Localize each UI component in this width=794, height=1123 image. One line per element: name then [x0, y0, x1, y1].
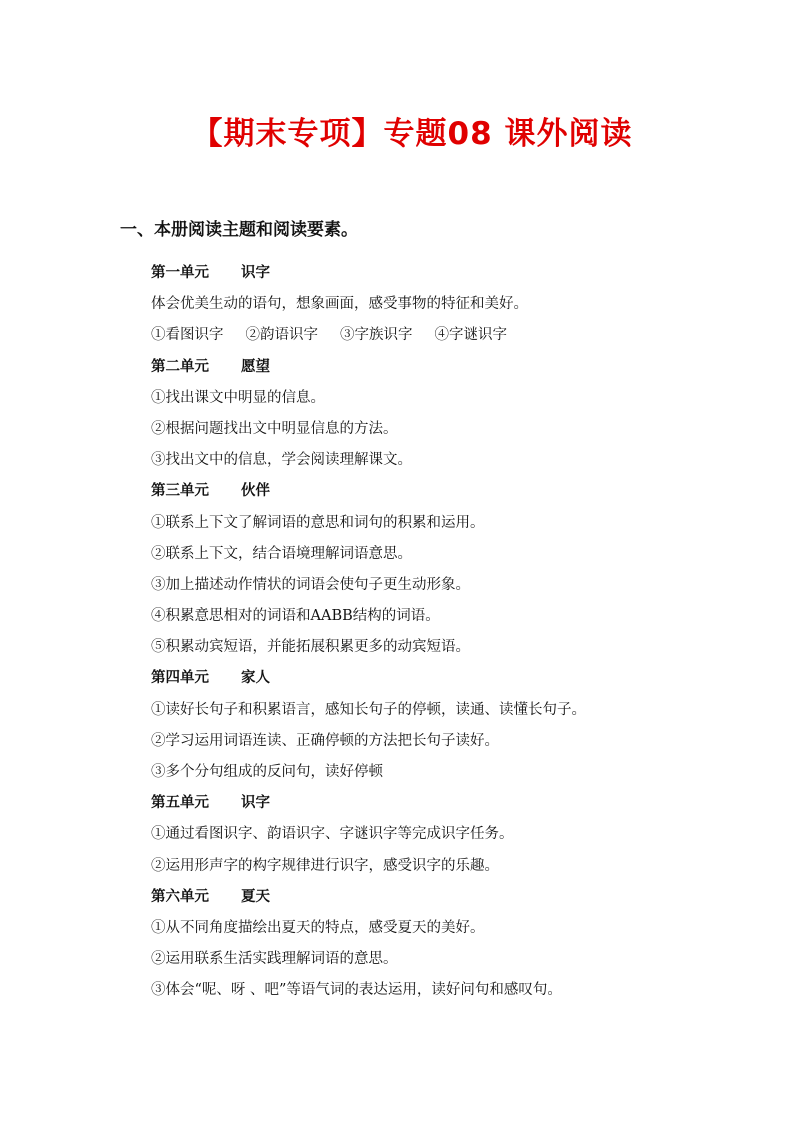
reading-element: ②学习运用词语连读、正确停顿的方法把长句子读好。	[151, 732, 499, 749]
unit-name: 第三单元	[151, 483, 209, 500]
reading-element: ③找出文中的信息，学会阅读理解课文。	[151, 452, 412, 469]
unit-heading	[151, 476, 711, 507]
reading-element: ②运用形声字的构字规律进行识字，感受识字的乐趣。	[151, 857, 499, 874]
section-heading: 一、本册阅读主题和阅读要素。	[120, 220, 358, 240]
unit-name: 第二单元	[151, 358, 209, 375]
unit-heading	[151, 352, 711, 383]
unit-heading	[151, 882, 711, 913]
unit-topic: 识字	[241, 795, 270, 812]
reading-element: 体会优美生动的语句，想象画面，感受事物的特征和美好。	[151, 296, 528, 313]
page-title: 【期末专项】专题08 课外阅读	[191, 116, 633, 152]
unit-list	[151, 258, 711, 1007]
unit-heading	[151, 258, 711, 289]
reading-element: ①从不同角度描绘出夏天的特点，感受夏天的美好。	[151, 919, 485, 936]
reading-element: ②运用联系生活实践理解词语的意思。	[151, 951, 398, 968]
reading-element: ⑤积累动宾短语，并能拓展积累更多的动宾短语。	[151, 639, 470, 656]
reading-element: ①找出课文中明显的信息。	[151, 389, 325, 406]
unit-topic: 识字	[241, 265, 270, 281]
reading-element: ①读好长句子和积累语言，感知长句子的停顿，读通、读懂长句子。	[151, 701, 586, 718]
unit-name: 第四单元	[151, 670, 209, 687]
unit-topic: 家人	[241, 670, 270, 687]
unit-topic: 伙伴	[241, 483, 270, 500]
unit-heading	[151, 788, 711, 819]
reading-element: ①联系上下文了解词语的意思和词句的积累和运用。	[151, 514, 485, 531]
reading-element: ④积累意思相对的词语和AABB结构的词语。	[151, 608, 440, 625]
literacy-method: ①看图识字	[151, 327, 224, 344]
unit-name: 第一单元	[151, 265, 209, 281]
reading-element: ③多个分句组成的反问句，读好停顿	[151, 764, 383, 780]
unit-name: 第六单元	[151, 888, 209, 905]
reading-element: ③加上描述动作情状的词语会使句子更生动形象。	[151, 576, 470, 593]
literacy-method: ②韵语识字	[245, 327, 318, 344]
reading-element: ②联系上下文，结合语境理解词语意思。	[151, 545, 412, 562]
unit-topic: 夏天	[241, 888, 270, 905]
reading-element: ①通过看图识字、韵语识字、字谜识字等完成识字任务。	[151, 826, 514, 843]
literacy-method: ④字谜识字	[434, 327, 507, 344]
reading-element: ②根据问题找出文中明显信息的方法。	[151, 420, 398, 437]
unit-name: 第五单元	[151, 795, 209, 812]
reading-element: ③体会“呢、呀 、吧”等语气词的表达运用，读好问句和感叹句。	[151, 982, 562, 999]
literacy-methods	[151, 320, 711, 351]
unit-heading	[151, 663, 711, 694]
unit-topic: 愿望	[241, 358, 270, 375]
literacy-method: ③字族识字	[340, 327, 413, 344]
